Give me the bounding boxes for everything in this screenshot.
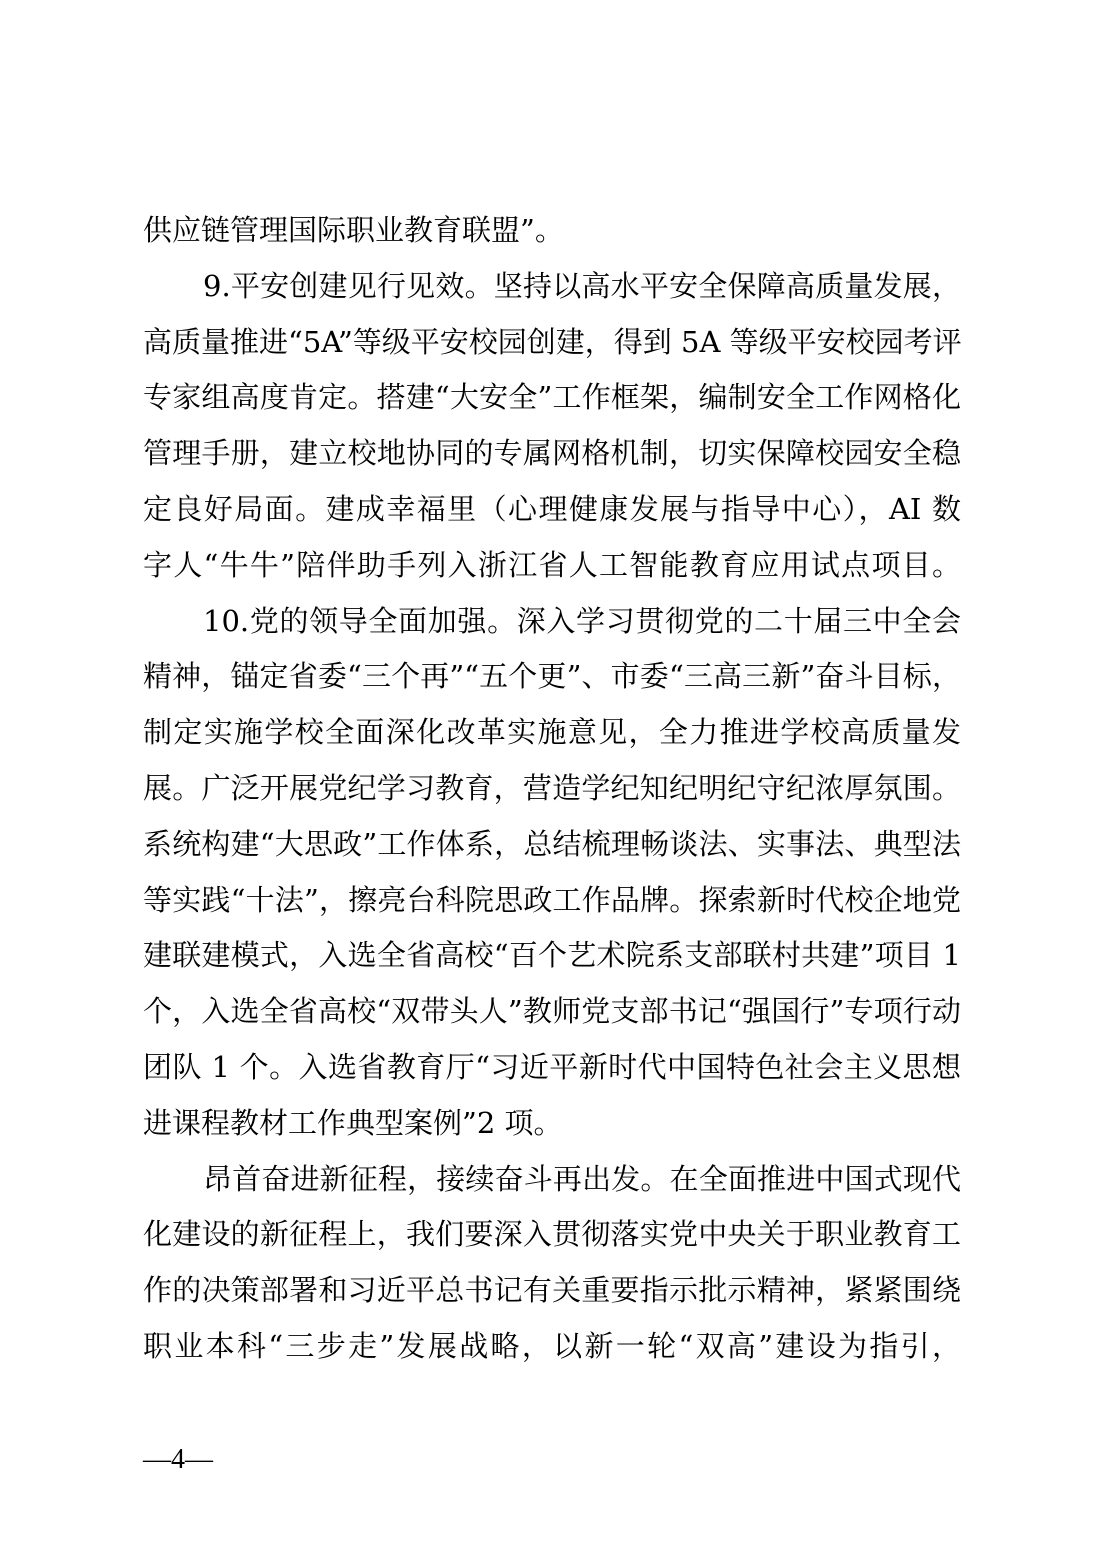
text-line: 字人“牛牛”陪伴助手列入浙江省人工智能教育应用试点项目。 bbox=[143, 547, 961, 582]
text-line: 制定实施学校全面深化改革实施意见，全力推进学校高质量发 bbox=[143, 715, 961, 750]
text-line: 职业本科“三步走”发展战略，以新一轮“双高”建设为指引， bbox=[143, 1328, 961, 1363]
text-line: 专家组高度肯定。搭建“大安全”工作框架，编制安全工作网格化 bbox=[143, 380, 961, 415]
text-line: 进课程教材工作典型案例”2 项。 bbox=[143, 1105, 563, 1140]
text-line: 展。广泛开展党纪学习教育，营造学纪知纪明纪守纪浓厚氛围。 bbox=[143, 770, 961, 805]
text-line: 系统构建“大思政”工作体系，总结梳理畅谈法、实事法、典型法 bbox=[143, 826, 961, 861]
text-line: 管理手册，建立校地协同的专属网格机制，切实保障校园安全稳 bbox=[143, 436, 961, 471]
text-line: 化建设的新征程上，我们要深入贯彻落实党中央关于职业教育工 bbox=[143, 1217, 961, 1252]
text-line: 建联建模式，入选全省高校“百个艺术院系支部联村共建”项目 1 bbox=[143, 938, 961, 973]
text-line: 昂首奋进新征程，接续奋斗再出发。在全面推进中国式现代 bbox=[203, 1161, 961, 1196]
text-line: 10.党的领导全面加强。深入学习贯彻党的二十届三中全会 bbox=[203, 603, 961, 638]
page-number: —4— bbox=[143, 1444, 213, 1475]
text-line: 作的决策部署和习近平总书记有关重要指示批示精神，紧紧围绕 bbox=[143, 1273, 961, 1308]
text-line: 精神，锚定省委“三个再”“五个更”、市委“三高三新”奋斗目标， bbox=[143, 659, 961, 694]
text-line: 供应链管理国际职业教育联盟”。 bbox=[143, 213, 564, 247]
text-line: 9.平安创建见行见效。坚持以高水平安全保障高质量发展， bbox=[203, 268, 961, 303]
text-line: 团队 1 个。入选省教育厅“习近平新时代中国特色社会主义思想 bbox=[143, 1049, 961, 1084]
text-line: 个，入选全省高校“双带头人”教师党支部书记“强国行”专项行动 bbox=[143, 994, 961, 1029]
text-line: 高质量推进“5A”等级平安校园创建，得到 5A 等级平安校园考评 bbox=[143, 324, 962, 359]
body-text bbox=[143, 203, 961, 1375]
text-line: 等实践“十法”，擦亮台科院思政工作品牌。探索新时代校企地党 bbox=[143, 882, 961, 917]
text-line: 定良好局面。建成幸福里（心理健康发展与指导中心），AI 数 bbox=[143, 491, 961, 526]
